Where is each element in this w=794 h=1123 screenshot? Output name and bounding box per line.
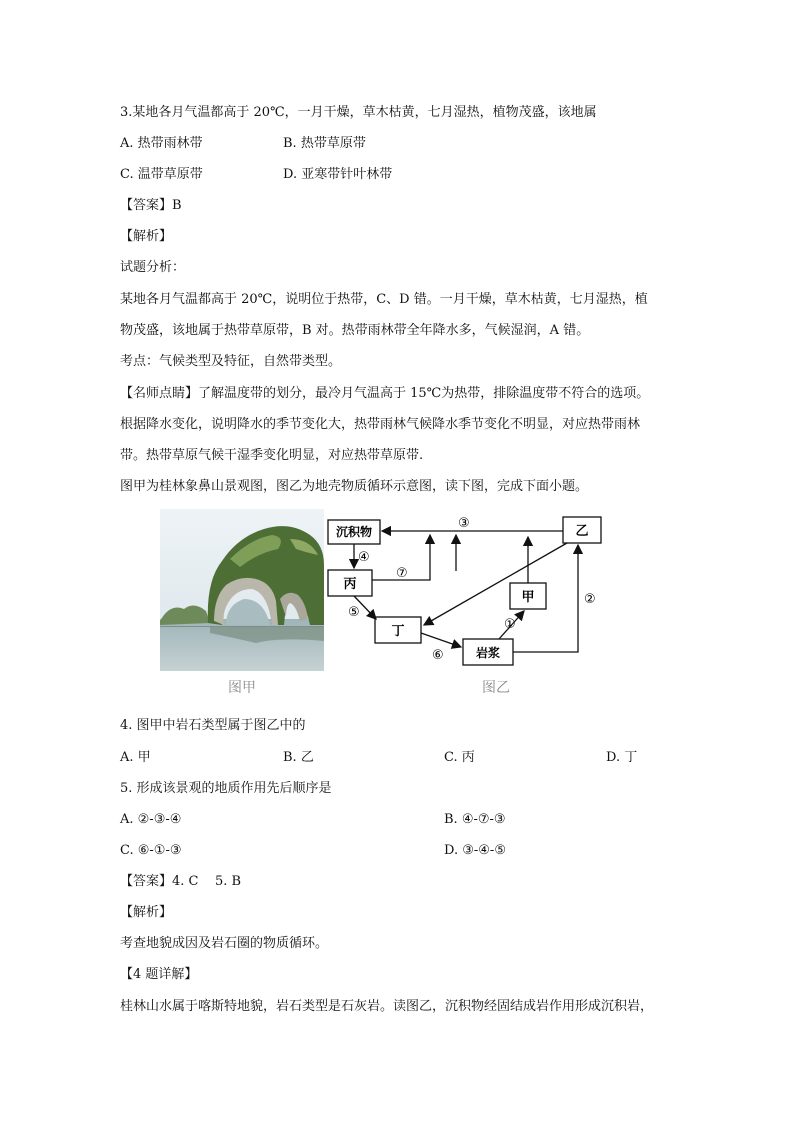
q4-option-c: C. 丙 [444, 750, 475, 765]
q3-tips-line: 带。热带草原气候干湿季变化明显，对应热带草原带. [120, 448, 424, 463]
elephant-hill-photo [160, 509, 324, 671]
q5-option-c: C. ⑥-①-③ [120, 843, 182, 858]
q3-analysis-line: 物茂盛，该地属于热带草原带，B 对。热带雨林带全年降水多，气候湿润，A 错。 [120, 323, 590, 338]
q5-option-d: D. ③-④-⑤ [444, 843, 506, 858]
caption-figure-a: 图甲 [228, 680, 256, 696]
label-n1: ① [504, 617, 516, 632]
label-n3: ③ [458, 516, 470, 531]
q3-option-a: A. 热带雨林带 [120, 136, 203, 151]
label-bing: 丙 [343, 577, 357, 592]
q5-stem: 5. 形成该景观的地质作用先后顺序是 [120, 781, 332, 796]
q3-analysis-sub: 试题分析： [120, 260, 186, 275]
q3-option-c: C. 温带草原带 [120, 167, 203, 182]
label-n4: ④ [358, 550, 370, 565]
analysis2-heading: 【解析】 [120, 905, 173, 920]
q3-analysis-heading: 【解析】 [120, 229, 173, 244]
q3-tips-line: 根据降水变化，说明降水的季节变化大，热带雨林气候降水季节变化不明显，对应热带雨林 [120, 417, 641, 432]
q3-option-d: D. 亚寒带针叶林带 [283, 167, 393, 182]
label-sediment: 沉积物 [335, 525, 373, 539]
rock-cycle-diagram [324, 509, 624, 671]
q3-stem: 3.某地各月气温都高于 20℃，一月干燥，草木枯黄，七月湿热，植物茂盛，该地属 [120, 105, 597, 120]
q4-stem: 4. 图甲中岩石类型属于图乙中的 [120, 718, 306, 733]
figure-intro: 图甲为桂林象鼻山景观图，图乙为地壳物质循环示意图，读下图，完成下面小题。 [120, 479, 589, 494]
q4-option-b: B. 乙 [283, 750, 314, 765]
caption-figure-b: 图乙 [482, 680, 510, 696]
answers-4-5: 【答案】4. C 5. B [120, 874, 242, 889]
q3-analysis-line: 考点：气候类型及特征，自然带类型。 [120, 354, 342, 369]
label-n6: ⑥ [432, 648, 444, 663]
label-n5: ⑤ [348, 605, 360, 620]
label-n2: ② [584, 592, 596, 607]
label-jia: 甲 [521, 590, 535, 605]
q4-detail-text: 桂林山水属于喀斯特地貌，岩石类型是石灰岩。读图乙，沉积物经固结成岩作用形成沉积岩， [120, 999, 654, 1014]
label-yi: 乙 [575, 524, 589, 539]
analysis2-text: 考查地貌成因及岩石圈的物质循环。 [120, 936, 329, 951]
q4-option-a: A. 甲 [120, 750, 151, 765]
label-magma: 岩浆 [475, 646, 501, 660]
label-n7: ⑦ [396, 566, 408, 581]
arrow-6 [421, 633, 461, 647]
q3-answer: 【答案】B [120, 198, 182, 213]
q3-option-b: B. 热带草原带 [283, 136, 366, 151]
q3-tips-line: 【名师点睛】了解温度带的划分，最冷月气温高于 15℃为热带，排除温度带不符合的选项。 [120, 386, 650, 401]
q5-option-a: A. ②-③-④ [120, 812, 182, 827]
q4-option-d: D. 丁 [606, 750, 638, 765]
q3-analysis-line: 某地各月气温都高于 20℃，说明位于热带，C、D 错。一月干燥，草木枯黄，七月湿热，植 [120, 292, 648, 307]
q5-option-b: B. ④-⑦-③ [444, 812, 506, 827]
q4-detail-heading: 【4 题详解】 [120, 967, 198, 982]
label-ding: 丁 [391, 624, 405, 639]
